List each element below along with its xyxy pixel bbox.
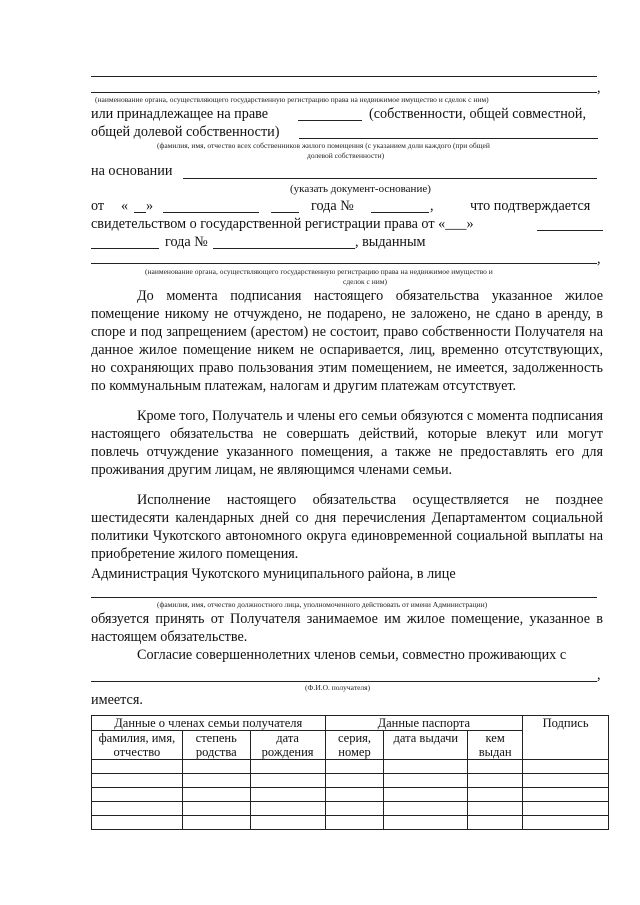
paragraph-family-obligation: Кроме того, Получатель и члены его семьи обязуются с момента подписания настоящего обязательства не совершать действий, которые влекут или могут повлечь отчуждение указанного помещения, а также не предоставлять его для проживания другим лицам, не являющимся членами семьи. bbox=[91, 408, 603, 478]
basis-document-line bbox=[183, 178, 597, 179]
table-row bbox=[92, 802, 609, 816]
owner-right-text: или принадлежащее на праве bbox=[91, 106, 269, 122]
year-blank bbox=[271, 212, 299, 213]
issued-text: , выданным bbox=[355, 234, 426, 250]
issuer-caption: (наименование органа, осуществляющего государственную регистрацию права на недвижимое имущество и bbox=[145, 267, 493, 276]
table-row bbox=[92, 788, 609, 802]
consent-text: Согласие совершеннолетних членов семьи, совместно проживающих с bbox=[137, 647, 567, 663]
table-row bbox=[92, 760, 609, 774]
basis-caption: (указать документ-основание) bbox=[290, 183, 431, 195]
recipient-caption: (Ф.И.О. получателя) bbox=[305, 683, 371, 692]
blank-line bbox=[91, 76, 597, 77]
cert-number-blank bbox=[213, 248, 355, 249]
registration-authority-caption: (наименование органа, осуществляющего государственную регистрацию права на недвижимое имущество и сделок с ним) bbox=[95, 95, 489, 104]
official-name-line bbox=[91, 597, 597, 598]
owners-caption-2: долевой собственности) bbox=[307, 151, 385, 160]
from-text: от bbox=[91, 198, 105, 214]
table-row bbox=[92, 816, 609, 830]
issuer-caption-2: сделок с ним) bbox=[343, 277, 387, 286]
day-blank bbox=[134, 212, 146, 213]
table-row bbox=[92, 774, 609, 788]
month-blank bbox=[163, 212, 259, 213]
passport-number-header: серия, номер bbox=[325, 731, 384, 760]
owners-caption: (фамилия, имя, отчество всех собственников жилого помещения (с указанием доли каждого (при общей bbox=[157, 141, 490, 150]
cert-year-blank bbox=[91, 248, 159, 249]
birth-date-header: дата рождения bbox=[250, 731, 325, 760]
cert-date-blank bbox=[537, 230, 603, 231]
paragraph-execution-term: Исполнение настоящего обязательства осуществляется не позднее шестидесяти календарных дней со дня перечисления Департаментом социальной политики Чукотского автономного округа единовременной социальной выплаты на приобретение жилого помещения. bbox=[91, 492, 603, 562]
year-number-text-2: года № bbox=[165, 234, 208, 250]
paragraph-admin-obligation: обязуется принять от Получателя занимаемое им жилое помещение, указанное в настоящем обязательстве. bbox=[91, 611, 603, 645]
official-caption: (фамилия, имя, отчество должностного лица, уполномоченного действовать от имени Администрации) bbox=[157, 600, 488, 609]
signature-header: Подпись bbox=[523, 716, 609, 760]
quote-close: » bbox=[146, 198, 154, 214]
owners-names-line bbox=[299, 138, 598, 139]
right-types-text: (собственности, общей совместной, bbox=[369, 106, 587, 122]
comma: , bbox=[430, 198, 434, 214]
relationship-header: степень родства bbox=[182, 731, 250, 760]
quote-open: « bbox=[121, 198, 129, 214]
family-data-header: Данные о членах семьи получателя bbox=[92, 716, 326, 731]
family-members-table bbox=[91, 715, 609, 830]
paragraph-no-encumbrance: До момента подписания настоящего обязательства указанное жилое помещение никому не отчуждено, не подарено, не заложено, не сдано в аренду, в споре и под запрещением (арестом) не состоит, право собственности Получателя на данное жилое помещение никем не оспаривается, лиц, временно отсутствующих, но сохраняющих право пользования этим помещением, не имеется, задолженность по коммунальным платежам, налогам и другим платежам отсутствует. bbox=[91, 288, 603, 394]
issue-date-header: дата выдачи bbox=[384, 731, 468, 760]
full-name-header: фамилия, имя, отчество bbox=[92, 731, 183, 760]
issued-by-header: кем выдан bbox=[468, 731, 523, 760]
confirms-text: что подтверждается bbox=[470, 198, 591, 214]
exists-text: имеется. bbox=[91, 692, 143, 708]
year-number-text: года № bbox=[311, 198, 354, 214]
right-type-blank bbox=[298, 120, 362, 121]
basis-label: на основании bbox=[91, 163, 173, 179]
recipient-name-line bbox=[91, 681, 597, 682]
line-end-comma: , bbox=[597, 80, 601, 96]
registration-authority-line bbox=[91, 92, 597, 93]
shared-ownership-text: общей долевой собственности) bbox=[91, 124, 280, 140]
passport-data-header: Данные паспорта bbox=[325, 716, 523, 731]
issuer-comma: , bbox=[597, 251, 601, 267]
administration-text: Администрация Чукотского муниципального района, в лице bbox=[91, 566, 456, 582]
number-blank bbox=[371, 212, 429, 213]
certificate-text: свидетельством о государственной регистрации права от «___» bbox=[91, 216, 474, 232]
consent-comma: , bbox=[597, 667, 601, 683]
issuer-line bbox=[91, 263, 597, 264]
